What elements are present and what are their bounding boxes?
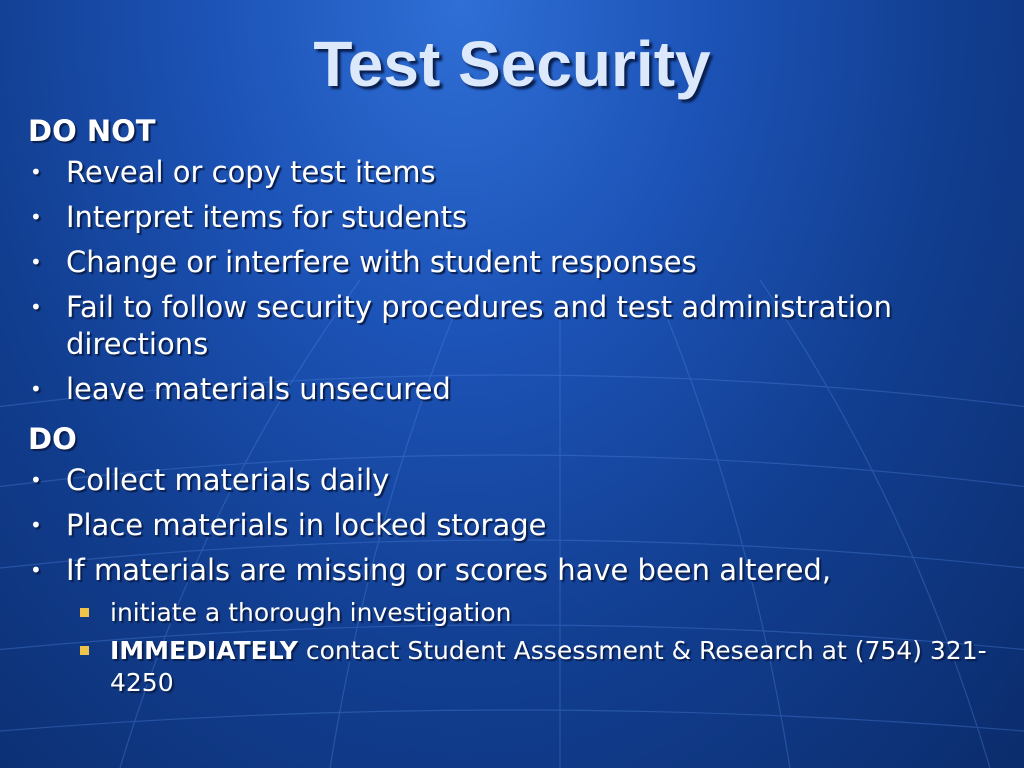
do-heading: DO (28, 422, 77, 456)
do-item-text: Collect materials daily (66, 463, 390, 497)
do-not-item-text: Change or interfere with student responses (66, 245, 697, 279)
do-not-item (28, 199, 1008, 236)
slide-title: Test Security (313, 28, 711, 100)
do-subitem (28, 597, 1008, 629)
do-subitem-text: initiate a thorough investigation (110, 598, 512, 627)
immediately-emphasis: IMMEDIATELY (110, 636, 298, 665)
bullet-icon: • (30, 377, 42, 401)
do-not-item (28, 371, 1008, 408)
do-item-text: Place materials in locked storage (66, 508, 547, 542)
bullet-icon: • (30, 295, 42, 319)
do-item-text: If materials are missing or scores have been altered, (66, 553, 832, 587)
bullet-icon: • (30, 468, 42, 492)
do-item (28, 507, 1008, 544)
square-bullet-icon (80, 646, 89, 655)
bullet-icon: • (30, 250, 42, 274)
do-not-item (28, 154, 1008, 191)
do-not-item (28, 244, 1008, 281)
bullet-icon: • (30, 160, 42, 184)
do-not-item-text: Interpret items for students (66, 200, 468, 234)
do-not-item-text: Reveal or copy test items (66, 155, 436, 189)
do-subitem-text: contact Student Assessment & Research at (754) 321-4250 (110, 636, 987, 697)
square-bullet-icon (80, 608, 89, 617)
slide-body (28, 108, 1008, 705)
do-subitem (28, 635, 1008, 699)
do-item (28, 552, 1008, 589)
do-item (28, 462, 1008, 499)
bullet-icon: • (30, 558, 42, 582)
bullet-icon: • (30, 205, 42, 229)
bullet-icon: • (30, 513, 42, 537)
do-not-item-text: Fail to follow security procedures and test administration directions (66, 290, 893, 361)
do-not-heading: DO NOT (28, 114, 156, 148)
do-not-item (28, 289, 1008, 363)
do-not-item-text: leave materials unsecured (66, 372, 451, 406)
